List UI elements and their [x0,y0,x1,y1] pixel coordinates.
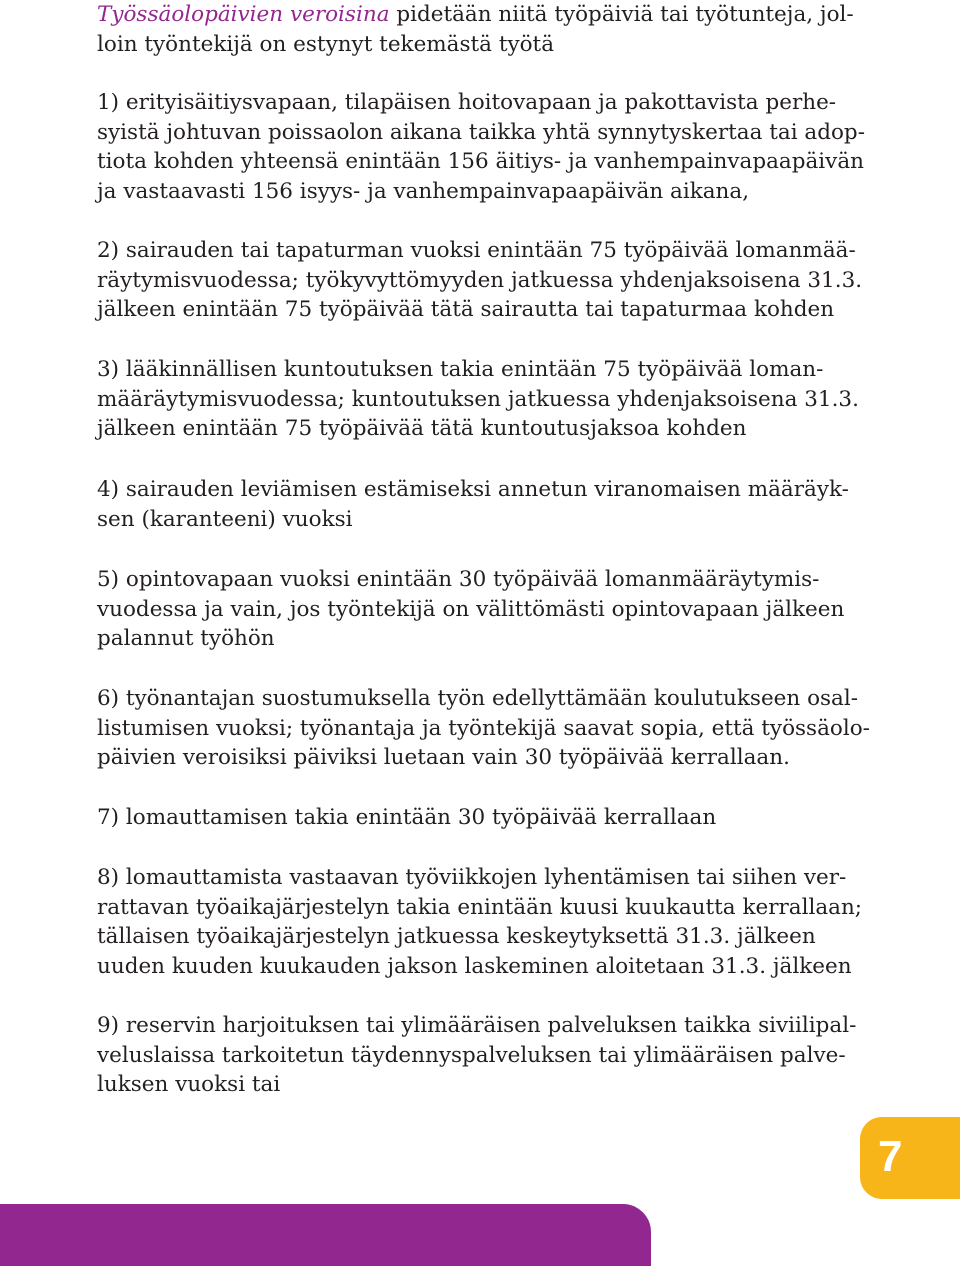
item-line: 7) lomauttamisen takia enintään 30 työpäivää kerrallaan [97,805,717,830]
intro-text: pidetään niitä työpäiviä tai työtunteja, jol- [389,2,854,27]
item-line: rattavan työaikajärjestelyn takia enintään kuusi kuukautta kerrallaan; [97,894,863,920]
item-line: palannut työhön [97,626,275,652]
list-item-9 [97,1011,856,1100]
item-line: 9) reservin harjoituksen tai ylimääräisen palveluksen taikka siviilipal- [97,1013,857,1038]
item-line: päivien veroisiksi päiviksi luetaan vain 30 työpäivää kerrallaan. [97,745,790,771]
list-item-6 [97,684,870,773]
item-line: 6) työnantajan suostumuksella työn edellyttämään koulutukseen osal- [97,686,859,711]
item-line: 8) lomauttamista vastaavan työviikkojen lyhentämisen tai siihen ver- [97,865,847,890]
item-line: vuodessa ja vain, jos työntekijä on välittömästi opintovapaan jälkeen [97,596,845,622]
item-line: räytymisvuodessa; työkyvyttömyyden jatkuessa yhdenjaksoisena 31.3. [97,267,863,293]
page-number-badge [860,1117,960,1199]
list-item-5 [97,565,844,654]
item-line: 1) erityisäitiysvapaan, tilapäisen hoitovapaan ja pakottavista perhe- [97,90,837,115]
page-number: 7 [878,1132,903,1181]
item-line: määräytymisvuodessa; kuntoutuksen jatkuessa yhdenjaksoisena 31.3. [97,386,859,412]
item-line: veluslaissa tarkoitetun täydennyspalveluksen tai ylimääräisen palve- [97,1042,846,1068]
item-line: 2) sairauden tai tapaturman vuoksi enintään 75 työpäivää lomanmää- [97,238,856,263]
item-line: listumisen vuoksi; työnantaja ja työntekijä saavat sopia, että työssäolo- [97,715,870,741]
list-item-4 [97,475,849,534]
item-line: 4) sairauden leviämisen estämiseksi annetun viranomaisen määräyk- [97,477,849,502]
item-line: jälkeen enintään 75 työpäivää tätä sairautta tai tapaturmaa kohden [97,297,835,323]
item-line: tiota kohden yhteensä enintään 156 äitiys- ja vanhempainvapaapäivän [97,149,864,175]
item-line: 5) opintovapaan vuoksi enintään 30 työpäivää lomanmääräytymis- [97,567,820,592]
item-line: syistä johtuvan poissaolon aikana taikka yhtä synnytyskertaa tai adop- [97,119,865,145]
item-line: luksen vuoksi tai [97,1072,281,1098]
defined-term: Työssäolopäivien veroisina [97,2,390,27]
item-line: tällaisen työaikajärjestelyn jatkuessa keskeytyksettä 31.3. jälkeen [97,924,816,950]
intro-line: loin työntekijä on estynyt tekemästä työtä [97,31,555,57]
item-line: ja vastaavasti 156 isyys- ja vanhempainvapaapäivän aikana, [97,178,750,204]
list-item-8 [97,863,862,981]
list-item-2 [97,236,862,325]
list-item-7 [97,803,716,833]
intro-paragraph [97,0,854,59]
item-line: jälkeen enintään 75 työpäivää tätä kuntoutusjaksoa kohden [97,416,747,442]
item-line: uuden kuuden kuukauden jakson laskeminen aloitetaan 31.3. jälkeen [97,953,852,979]
footer-bar [0,1204,651,1266]
intro-line [97,0,854,30]
list-item-3 [97,355,859,444]
item-line: 3) lääkinnällisen kuntoutuksen takia enintään 75 työpäivää loman- [97,357,824,382]
list-item-1 [97,88,865,206]
item-line: sen (karanteeni) vuoksi [97,506,353,532]
